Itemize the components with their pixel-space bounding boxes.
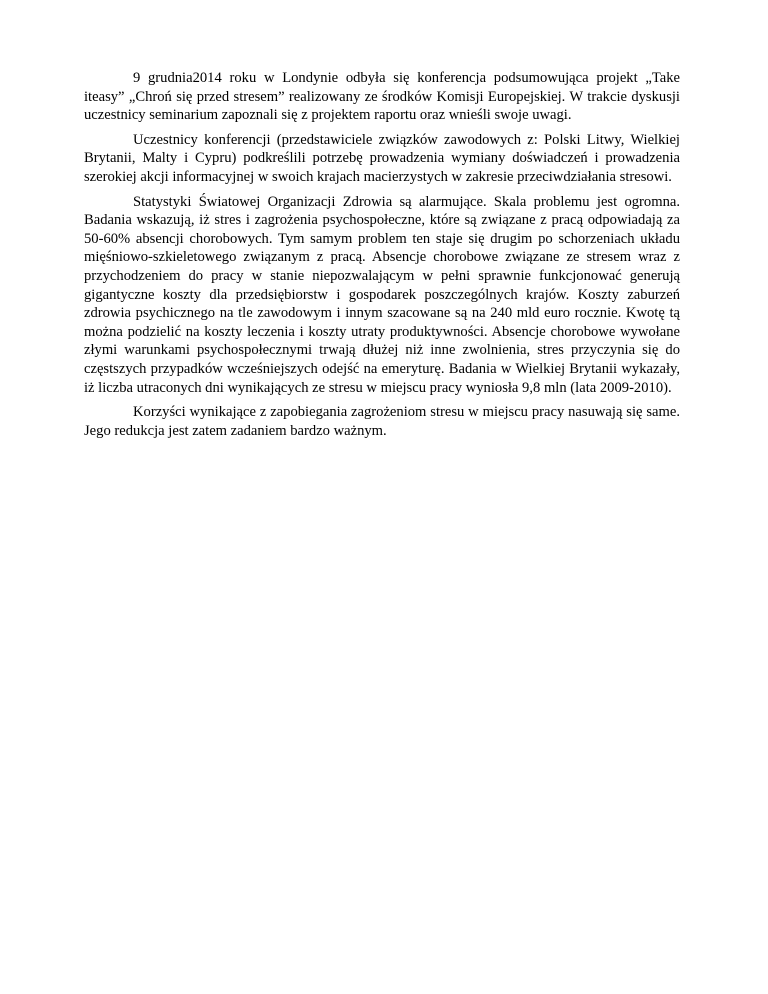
document-body [84, 69, 680, 446]
paragraph-conference-summary: 9 grudnia2014 roku w Londynie odbyła się konferencja podsumowująca projekt „Take iteasy” „Chroń się przed stresem” realizowany ze środków Komisji Europejskiej. W trakcie dyskusji uczestnicy seminarium zapoznali się z projektem raportu oraz wnieśli swoje uwagi. [84, 70, 680, 124]
paragraph-participants: Uczestnicy konferencji (przedstawiciele związków zawodowych z: Polski Litwy, Wielkiej Brytanii, Malty i Cypru) podkreślili potrzebę prowadzenia wymiany doświadczeń i prowadzenia szerokiej akcji informacyjnej w swoich krajach macierzystych w zakresie przeciwdziałania stresowi. [84, 131, 680, 185]
paragraph-who-statistics: Statystyki Światowej Organizacji Zdrowia są alarmujące. Skala problemu jest ogromna. Badania wskazują, iż stres i zagrożenia psychospołeczne, które są związane z pracą odpowiadają za 50-60% absencji chorobowych. Tym samym problem ten staje się drugim po schorzeniach układu mięśniowo-szkieletowego związanym z pracą. Absencje chorobowe związane ze stresem wraz z przychodzeniem do pracy w stanie niepozwalającym w pełni sprawnie funkcjonować generują gigantyczne koszty dla przedsiębiorstw i gospodarek poszczególnych krajów. Koszty zaburzeń zdrowia psychicznego na tle zawodowym i innym szacowane są na 240 mld euro rocznie. Kwotę tą można podzielić na koszty leczenia i koszty utraty produktywności. Absencje chorobowe wywołane złymi warunkami psychospołecznymi trwają dłużej niż inne zwolnienia, stres przyczynia się do częstszych przypadków wcześniejszych odejść na emeryturę. Badania w Wielkiej Brytanii wykazały, iż liczba utraconych dni wynikających ze stresu w miejscu pracy wyniosła 9,8 mln (lata 2009-2010). [84, 193, 680, 396]
paragraph-benefits: Korzyści wynikające z zapobiegania zagrożeniom stresu w miejscu pracy nasuwają się same. Jego redukcja jest zatem zadaniem bardzo ważnym. [84, 404, 680, 439]
